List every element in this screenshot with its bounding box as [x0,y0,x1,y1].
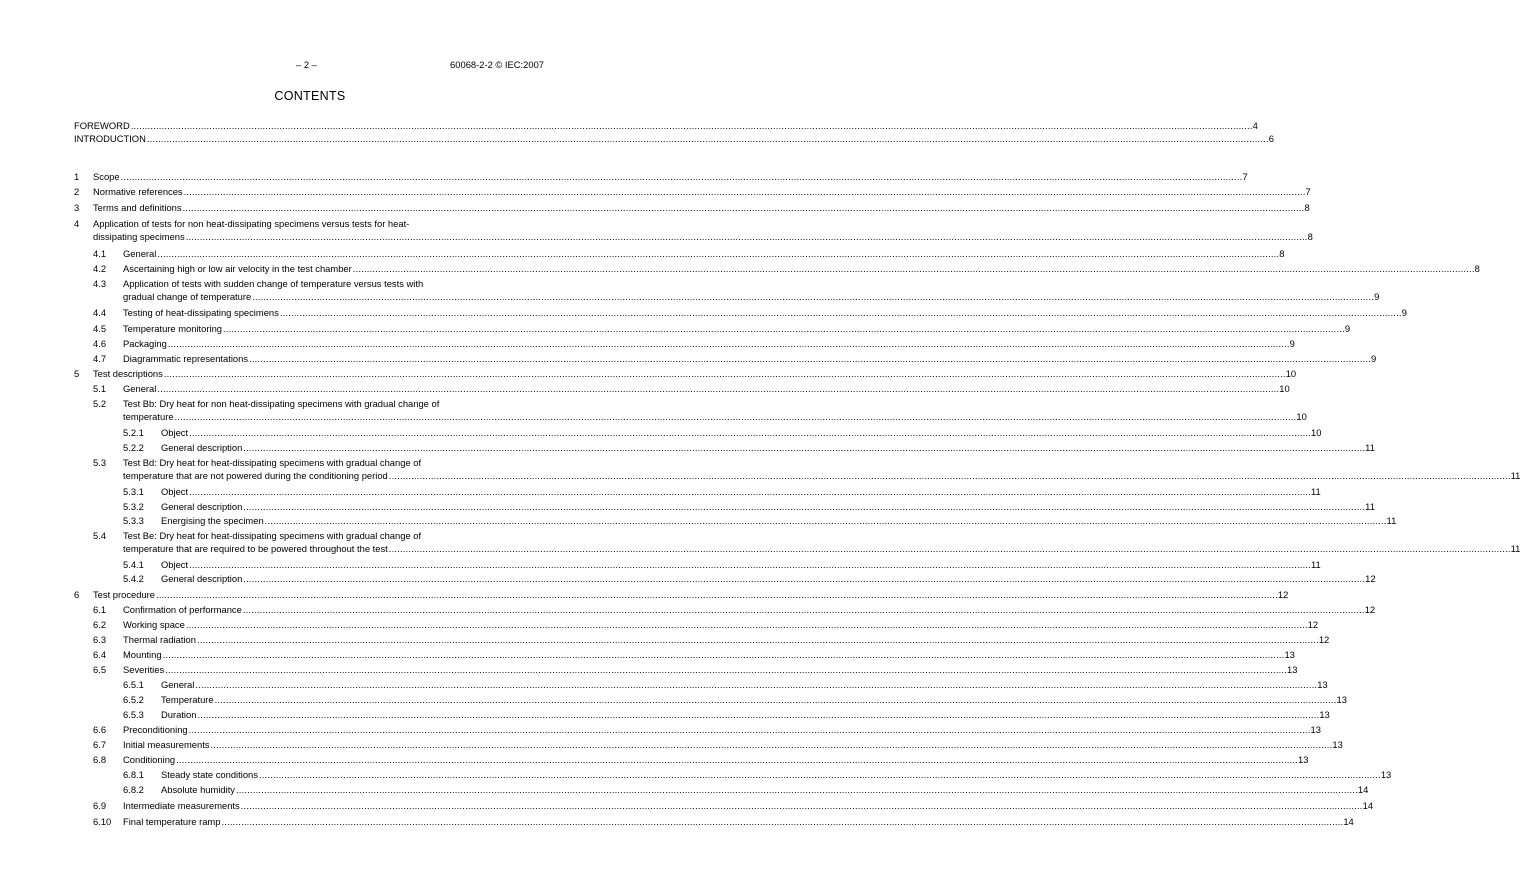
toc-page-number: 11 [1510,543,1520,554]
toc-entry-label: Diagrammatic representations [123,353,249,364]
dot-leader: ................................................................................................................................................................................................................................................................................................................................................................................................................ [252,291,1375,302]
toc-entry[interactable] [161,571,1376,584]
toc-entry-label: General [161,679,195,690]
toc-entry-label: Application of tests for non heat-dissipating specimens versus tests for heat- [93,218,410,229]
toc-entry-number: 4 [74,218,80,229]
toc-entry[interactable] [123,752,1309,765]
toc-entry[interactable] [123,662,1298,675]
toc-entry-label: Packaging [123,338,167,349]
toc-entry-label: FOREWORD [74,120,130,131]
toc-entry[interactable] [161,513,1397,526]
toc-page-number: 8 [1304,202,1310,213]
toc-entry[interactable] [123,289,1380,302]
toc-entry-number: 3 [74,202,80,213]
toc-page-number: 7 [1305,186,1311,197]
toc-entry-number: 6.9 [93,800,107,811]
toc-entry-number: 4.4 [93,307,107,318]
toc-entry[interactable] [123,321,1351,334]
dot-leader: ................................................................................................................................................................................................................................................................................................................................................................................................................ [223,323,1345,334]
toc-page-number: 13 [1310,724,1321,735]
dot-leader: ................................................................................................................................................................................................................................................................................................................................................................................................................ [167,338,1290,349]
toc-entry-label: Test Bb: Dry heat for non heat-dissipating specimens with gradual change of [123,398,440,409]
toc-page-number: 7 [1242,171,1248,182]
toc-entry[interactable] [123,647,1295,660]
toc-entry[interactable] [123,737,1343,750]
toc-entry-number: 5.3.2 [123,501,144,512]
toc-page-number: 12 [1364,604,1376,615]
toc-entry[interactable] [123,261,1480,274]
toc-entry-number: 5.1 [93,383,107,394]
toc-entry-number: 5.2.1 [123,427,144,438]
toc-page-number: 11 [1365,442,1375,453]
dot-leader: ................................................................................................................................................................................................................................................................................................................................................................................................................ [162,649,1285,660]
dot-leader: ................................................................................................................................................................................................................................................................................................................................................................................................................ [146,133,1269,144]
dot-leader: ................................................................................................................................................................................................................................................................................................................................................................................................................ [196,634,1319,645]
toc-entry-label: temperature [123,411,174,422]
toc-entry-label: Thermal radiation [123,634,196,645]
dot-leader: ................................................................................................................................................................................................................................................................................................................................................................................................................ [130,120,1253,131]
dot-leader: ................................................................................................................................................................................................................................................................................................................................................................................................................ [352,263,1475,274]
toc-entry[interactable] [161,677,1328,690]
toc-entry-number: 4.3 [93,278,107,289]
toc-entry-label: Object [161,486,189,497]
page-number: – 2 – [296,59,317,70]
toc-entry[interactable] [93,229,1313,242]
toc-page-number: 10 [1310,427,1322,438]
toc-entry-number: 6.8.2 [123,784,144,795]
dot-leader: ................................................................................................................................................................................................................................................................................................................................................................................................................ [183,186,1306,197]
toc-entry[interactable] [123,722,1321,735]
toc-entry-label: Testing of heat-dissipating specimens [123,307,279,318]
dot-leader: ................................................................................................................................................................................................................................................................................................................................................................................................................ [185,231,1308,242]
toc-page-number: 12 [1307,619,1319,630]
toc-entry-number: 6.7 [93,739,107,750]
toc-entry-number: 6 [74,589,80,600]
toc-entry[interactable] [123,541,1520,554]
toc-entry[interactable] [161,440,1375,453]
toc-entry-number: 5.2 [93,398,107,409]
toc-entry-number: 2 [74,186,80,197]
toc-entry[interactable] [93,200,1310,213]
toc-entry-number: 5.2.2 [123,442,144,453]
dot-leader: ................................................................................................................................................................................................................................................................................................................................................................................................................ [240,800,1363,811]
toc-entry-number: 5.3 [93,457,107,468]
dot-leader: ................................................................................................................................................................................................................................................................................................................................................................................................................ [189,559,1311,570]
toc-entry-label: Duration [161,709,197,720]
toc-entry[interactable] [161,425,1322,438]
toc-entry-label: Temperature [161,694,214,705]
dot-leader: ................................................................................................................................................................................................................................................................................................................................................................................................................ [388,470,1511,481]
dot-leader: ................................................................................................................................................................................................................................................................................................................................................................................................................ [264,515,1387,526]
toc-entry-label: Temperature monitoring [123,323,223,334]
toc-entry-label: Conditioning [123,754,176,765]
toc-page-number: 14 [1343,816,1354,827]
toc-entry[interactable] [123,798,1374,811]
toc-page-number: 9 [1374,291,1380,302]
toc-entry[interactable] [161,484,1321,497]
toc-page-number: 11 [1510,470,1520,481]
toc-page-number: 13 [1380,769,1392,780]
toc-entry-label: Working space [123,619,185,630]
toc-entry[interactable] [123,305,1407,318]
toc-entry[interactable] [123,246,1285,259]
toc-entry[interactable] [93,184,1311,197]
toc-entry-label: Normative references [93,186,183,197]
toc-page-number: 13 [1336,694,1347,705]
toc-entry-label: Absolute humidity [161,784,235,795]
toc-entry-number: 5.4 [93,530,107,541]
toc-entry-number: 6.8 [93,754,107,765]
toc-entry-label: Test Be: Dry heat for heat-dissipating specimens with gradual change of [123,530,422,541]
dot-leader: ................................................................................................................................................................................................................................................................................................................................................................................................................ [197,709,1320,720]
toc-entry-label: temperature that are not powered during the conditioning period [123,470,388,481]
toc-entry-label: Test procedure [93,589,156,600]
toc-entry-number: 6.4 [93,649,107,660]
toc-entry-number: 6.3 [93,634,107,645]
toc-page-number: 11 [1310,486,1321,497]
dot-leader: ................................................................................................................................................................................................................................................................................................................................................................................................................ [243,442,1366,453]
dot-leader: ................................................................................................................................................................................................................................................................................................................................................................................................................ [214,694,1337,705]
toc-entry-label: General [123,383,157,394]
toc-page-number: 14 [1357,784,1369,795]
toc-entry-number: 6.10 [93,816,112,827]
toc-page-number: 10 [1296,411,1307,422]
toc-entry-number: 6.5.1 [123,679,144,690]
toc-page-number: 6 [1268,133,1274,144]
toc-page-number: 4 [1252,120,1258,131]
toc-page-number: 9 [1370,353,1377,364]
toc-entry-number: 5.4.2 [123,573,144,584]
toc-entry[interactable] [93,169,1248,182]
toc-entry-label: Object [161,427,189,438]
toc-entry-label: Scope [93,171,120,182]
toc-page-number: 9 [1344,323,1351,334]
toc-entry-number: 6.5.2 [123,694,144,705]
dot-leader: ................................................................................................................................................................................................................................................................................................................................................................................................................ [189,427,1311,438]
dot-leader: ................................................................................................................................................................................................................................................................................................................................................................................................................ [195,679,1318,690]
toc-entry-number: 4.1 [93,248,107,259]
dot-leader: ................................................................................................................................................................................................................................................................................................................................................................................................................ [242,604,1365,615]
toc-entry[interactable] [93,366,1297,379]
toc-entry-label: Test descriptions [93,368,163,379]
toc-entry[interactable] [161,557,1321,570]
toc-entry-number: 5.3.3 [123,515,144,526]
dot-leader: ................................................................................................................................................................................................................................................................................................................................................................................................................ [243,573,1366,584]
toc-entry-label: temperature that are required to be powered throughout the test [123,543,388,554]
dot-leader: ................................................................................................................................................................................................................................................................................................................................................................................................................ [258,769,1381,780]
toc-entry[interactable] [123,351,1377,364]
toc-entry-label: Initial measurements [123,739,210,750]
toc-entry[interactable] [123,409,1307,422]
toc-entry-label: Terms and definitions [93,202,182,213]
toc-entry-label: General description [161,442,243,453]
dot-leader: ................................................................................................................................................................................................................................................................................................................................................................................................................ [188,724,1311,735]
toc-entry-label: Intermediate measurements [123,800,240,811]
dot-leader: ................................................................................................................................................................................................................................................................................................................................................................................................................ [157,248,1280,259]
toc-entry-number: 6.2 [93,619,107,630]
toc-entry[interactable] [123,336,1295,349]
toc-entry-label: Energising the specimen [161,515,264,526]
toc-entry-number: 6.5.3 [123,709,144,720]
dot-leader: ................................................................................................................................................................................................................................................................................................................................................................................................................ [120,171,1243,182]
dot-leader: ................................................................................................................................................................................................................................................................................................................................................................................................................ [176,754,1298,765]
dot-leader: ................................................................................................................................................................................................................................................................................................................................................................................................................ [157,383,1280,394]
toc-page-number: 12 [1318,634,1330,645]
toc-entry-number: 5 [74,368,80,379]
toc-page-number: 13 [1298,754,1309,765]
toc-entry-label: Severities [123,664,165,675]
toc-entry-number: 4.7 [93,353,107,364]
toc-page-number: 11 [1386,515,1397,526]
toc-page-number: 13 [1287,664,1298,675]
toc-entry-number: 6.8.1 [123,769,144,780]
toc-entry-number: 6.6 [93,724,107,735]
dot-leader: ................................................................................................................................................................................................................................................................................................................................................................................................................ [221,816,1344,827]
toc-entry[interactable] [161,692,1347,705]
toc-entry[interactable] [123,814,1354,827]
dot-leader: ................................................................................................................................................................................................................................................................................................................................................................................................................ [249,353,1371,364]
toc-entry[interactable] [161,499,1375,512]
toc-entry[interactable] [123,468,1520,481]
toc-entry-number: 6.1 [93,604,107,615]
toc-page-number: 13 [1317,679,1328,690]
dot-leader: ................................................................................................................................................................................................................................................................................................................................................................................................................ [156,589,1278,600]
toc-entry[interactable] [123,617,1319,630]
toc-page-number: 9 [1289,338,1295,349]
toc-entry[interactable] [161,782,1369,795]
toc-entry[interactable] [123,381,1290,394]
toc-entry-number: 4.5 [93,323,107,334]
toc-entry-label: Object [161,559,189,570]
toc-entry[interactable] [161,707,1330,720]
toc-entry-number: 5.4.1 [123,559,144,570]
toc-entry-label: General [123,248,157,259]
toc-entry-label: Ascertaining high or low air velocity in the test chamber [123,263,352,274]
toc-entry-label: INTRODUCTION [74,133,146,144]
toc-entry[interactable] [93,587,1289,600]
toc-entry-number: 4.2 [93,263,107,274]
dot-leader: ................................................................................................................................................................................................................................................................................................................................................................................................................ [163,368,1286,379]
dot-leader: ................................................................................................................................................................................................................................................................................................................................................................................................................ [189,486,1311,497]
page-title: CONTENTS [274,89,346,103]
dot-leader: ................................................................................................................................................................................................................................................................................................................................................................................................................ [243,501,1366,512]
toc-page-number: 8 [1474,263,1480,274]
toc-entry[interactable] [74,118,1258,131]
dot-leader: ................................................................................................................................................................................................................................................................................................................................................................................................................ [165,664,1288,675]
dot-leader: ................................................................................................................................................................................................................................................................................................................................................................................................................ [236,784,1358,795]
toc-page-number: 12 [1365,573,1376,584]
toc-entry-label: Test Bd: Dry heat for heat-dissipating specimens with gradual change of [123,457,422,468]
dot-leader: ................................................................................................................................................................................................................................................................................................................................................................................................................ [185,619,1308,630]
toc-entry-label: General description [161,501,243,512]
toc-entry[interactable] [123,602,1376,615]
toc-entry-label: Preconditioning [123,724,188,735]
toc-page-number: 13 [1284,649,1295,660]
toc-page-number: 10 [1279,383,1290,394]
dot-leader: ................................................................................................................................................................................................................................................................................................................................................................................................................ [388,543,1511,554]
toc-page-number: 13 [1332,739,1343,750]
toc-page-number: 14 [1362,800,1374,811]
toc-entry-label: Steady state conditions [161,769,258,780]
toc-page-number: 11 [1365,501,1375,512]
standard-reference: 60068-2-2 © IEC:2007 [450,59,544,70]
toc-page-number: 8 [1307,231,1313,242]
dot-leader: ................................................................................................................................................................................................................................................................................................................................................................................................................ [174,411,1297,422]
toc-entry-number: 4.6 [93,338,107,349]
toc-entry-label: Confirmation of performance [123,604,242,615]
toc-entry[interactable] [161,767,1392,780]
toc-entry-label: gradual change of temperature [123,291,252,302]
dot-leader: ................................................................................................................................................................................................................................................................................................................................................................................................................ [210,739,1333,750]
toc-entry-number: 6.5 [93,664,107,675]
dot-leader: ................................................................................................................................................................................................................................................................................................................................................................................................................ [182,202,1305,213]
toc-page-number: 10 [1285,368,1297,379]
toc-entry-label: Mounting [123,649,162,660]
toc-page-number: 11 [1310,559,1321,570]
toc-page-number: 8 [1279,248,1285,259]
toc-entry-label: dissipating specimens [93,231,185,242]
toc-page-number: 12 [1277,589,1289,600]
toc-entry-label: General description [161,573,243,584]
toc-entry-label: Application of tests with sudden change of temperature versus tests with [123,278,424,289]
toc-entry-label: Final temperature ramp [123,816,221,827]
dot-leader: ................................................................................................................................................................................................................................................................................................................................................................................................................ [279,307,1402,318]
toc-entry[interactable] [123,632,1330,645]
toc-entry-number: 5.3.1 [123,486,144,497]
toc-entry[interactable] [74,131,1274,144]
toc-page-number: 9 [1401,307,1407,318]
toc-entry-number: 1 [74,171,80,182]
toc-page-number: 13 [1319,709,1330,720]
